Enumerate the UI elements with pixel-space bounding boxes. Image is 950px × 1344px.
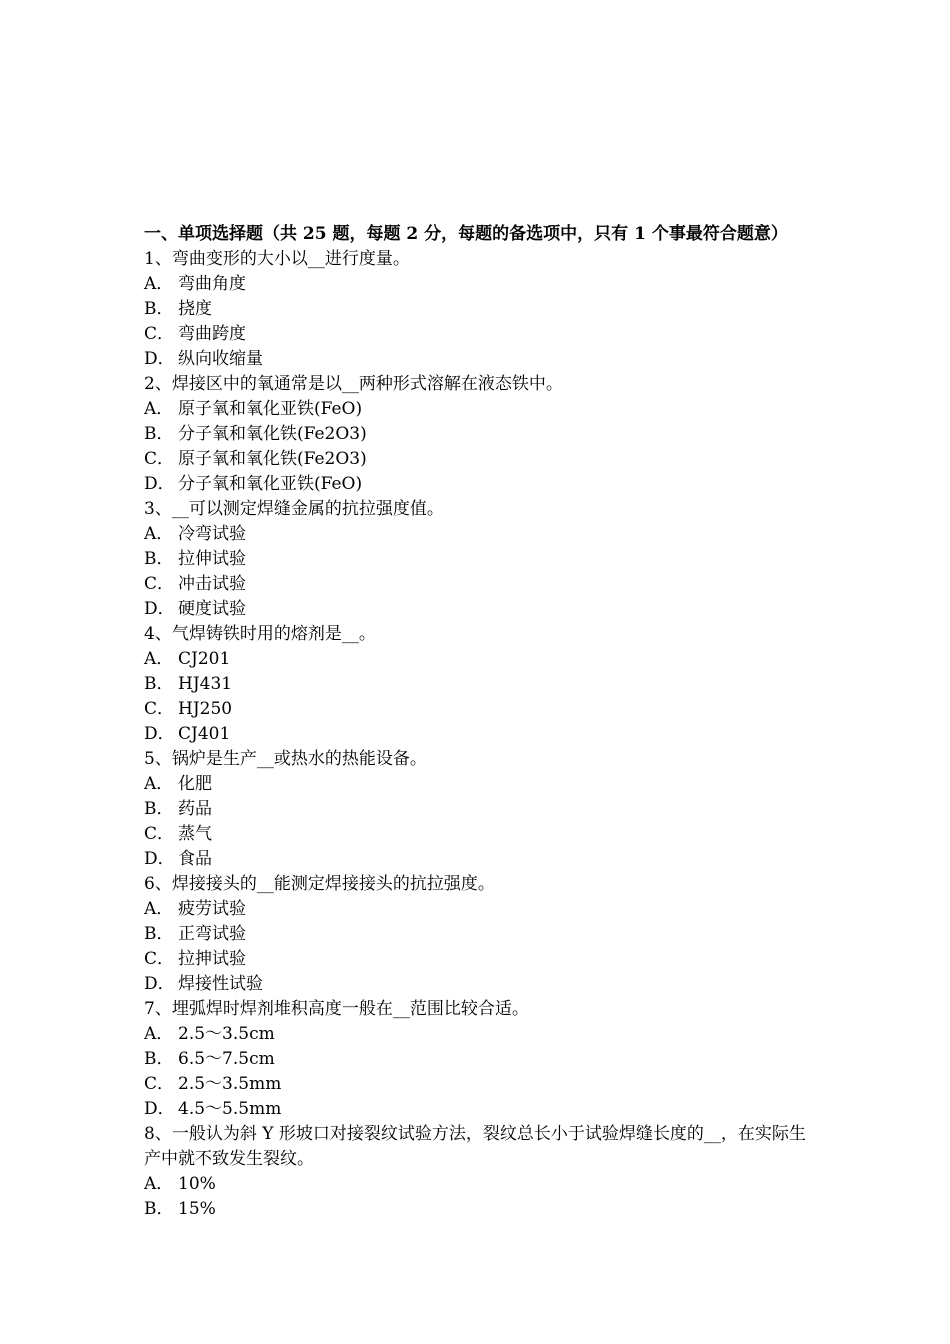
option-letter: A．: [144, 649, 174, 669]
option-letter: C．: [144, 824, 175, 844]
question-block: [144, 1122, 814, 1222]
option-letter: C．: [144, 1074, 175, 1094]
answer-option: [144, 422, 814, 447]
question-text: 1、弯曲变形的大小以__进行度量。: [144, 249, 410, 269]
answer-option: [144, 572, 814, 597]
option-text: 挠度: [178, 299, 212, 319]
option-letter: B．: [144, 549, 174, 569]
option-letter: B．: [144, 924, 174, 944]
option-letter: A．: [144, 1024, 174, 1044]
option-letter: B．: [144, 1199, 174, 1219]
option-text: CJ401: [178, 724, 231, 744]
answer-option: [144, 447, 814, 472]
option-text: 2.5～3.5cm: [178, 1024, 275, 1044]
question-list: [144, 247, 814, 1222]
option-text: 药品: [178, 799, 212, 819]
option-letter: D．: [144, 1099, 175, 1119]
option-letter: C．: [144, 324, 175, 344]
question-block: [144, 872, 814, 997]
question-text: 5、锅炉是生产__或热水的热能设备。: [144, 749, 427, 769]
question-block: [144, 497, 814, 622]
question-text: 7、埋弧焊时焊剂堆积高度一般在__范围比较合适。: [144, 999, 529, 1019]
question-text: 8、一般认为斜 Y 形坡口对接裂纹试验方法，裂纹总长小于试验焊缝长度的__，在实际生产中就不致发生裂纹。: [144, 1124, 806, 1169]
option-letter: C．: [144, 699, 175, 719]
option-text: 食品: [178, 849, 212, 869]
option-text: 冲击试验: [178, 574, 246, 594]
option-text: 拉抻试验: [178, 949, 246, 969]
option-text: HJ250: [178, 699, 233, 719]
option-letter: C．: [144, 449, 175, 469]
option-letter: B．: [144, 1049, 174, 1069]
answer-option: [144, 722, 814, 747]
answer-option: [144, 1097, 814, 1122]
option-letter: B．: [144, 424, 174, 444]
option-letter: D．: [144, 974, 175, 994]
answer-option: [144, 647, 814, 672]
answer-option: [144, 797, 814, 822]
answer-option: [144, 847, 814, 872]
option-text: 6.5～7.5cm: [178, 1049, 275, 1069]
answer-option: [144, 522, 814, 547]
option-letter: C．: [144, 949, 175, 969]
answer-option: [144, 897, 814, 922]
question-text: 4、气焊铸铁时用的熔剂是__。: [144, 624, 376, 644]
option-text: 化肥: [178, 774, 212, 794]
option-text: 原子氧和氧化铁(Fe2O3): [178, 449, 367, 469]
exam-page: [144, 222, 814, 1222]
option-letter: A．: [144, 524, 174, 544]
option-letter: A．: [144, 399, 174, 419]
answer-option: [144, 322, 814, 347]
option-text: HJ431: [178, 674, 233, 694]
option-text: 硬度试验: [178, 599, 246, 619]
question-block: [144, 997, 814, 1122]
answer-option: [144, 922, 814, 947]
question-text: 6、焊接接头的__能测定焊接接头的抗拉强度。: [144, 874, 495, 894]
answer-option: [144, 697, 814, 722]
answer-option: [144, 347, 814, 372]
option-text: CJ201: [178, 649, 231, 669]
option-letter: A．: [144, 274, 174, 294]
answer-option: [144, 597, 814, 622]
question-block: [144, 747, 814, 872]
answer-option: [144, 972, 814, 997]
option-text: 焊接性试验: [178, 974, 263, 994]
question-text: 2、焊接区中的氧通常是以__两种形式溶解在液态铁中。: [144, 374, 563, 394]
option-text: 分子氧和氧化铁(Fe2O3): [178, 424, 367, 444]
answer-option: [144, 1022, 814, 1047]
option-text: 15%: [178, 1199, 216, 1219]
option-letter: D．: [144, 349, 175, 369]
answer-option: [144, 547, 814, 572]
option-text: 冷弯试验: [178, 524, 246, 544]
option-letter: B．: [144, 299, 174, 319]
option-letter: A．: [144, 1174, 174, 1194]
option-letter: A．: [144, 899, 174, 919]
option-letter: D．: [144, 724, 175, 744]
option-text: 正弯试验: [178, 924, 246, 944]
option-letter: D．: [144, 849, 175, 869]
option-letter: D．: [144, 474, 175, 494]
option-text: 纵向收缩量: [178, 349, 263, 369]
answer-option: [144, 822, 814, 847]
question-block: [144, 247, 814, 372]
option-text: 弯曲跨度: [178, 324, 246, 344]
answer-option: [144, 297, 814, 322]
question-block: [144, 622, 814, 747]
option-text: 2.5～3.5mm: [178, 1074, 282, 1094]
answer-option: [144, 1072, 814, 1097]
option-letter: C．: [144, 574, 175, 594]
answer-option: [144, 947, 814, 972]
answer-option: [144, 1172, 814, 1197]
option-text: 10%: [178, 1174, 216, 1194]
option-text: 蒸气: [178, 824, 212, 844]
option-text: 分子氧和氧化亚铁(FeO): [178, 474, 363, 494]
option-letter: B．: [144, 799, 174, 819]
option-text: 弯曲角度: [178, 274, 246, 294]
answer-option: [144, 472, 814, 497]
question-block: [144, 372, 814, 497]
answer-option: [144, 1197, 814, 1222]
answer-option: [144, 1047, 814, 1072]
option-text: 疲劳试验: [178, 899, 246, 919]
answer-option: [144, 272, 814, 297]
option-text: 4.5～5.5mm: [178, 1099, 282, 1119]
question-text: 3、__可以测定焊缝金属的抗拉强度值。: [144, 499, 444, 519]
option-text: 拉伸试验: [178, 549, 246, 569]
answer-option: [144, 772, 814, 797]
option-letter: D．: [144, 599, 175, 619]
option-letter: A．: [144, 774, 174, 794]
section-heading: 一、单项选择题（共 25 题，每题 2 分，每题的备选项中，只有 1 个事最符合题意）: [144, 224, 788, 244]
answer-option: [144, 672, 814, 697]
option-text: 原子氧和氧化亚铁(FeO): [178, 399, 363, 419]
answer-option: [144, 397, 814, 422]
option-letter: B．: [144, 674, 174, 694]
